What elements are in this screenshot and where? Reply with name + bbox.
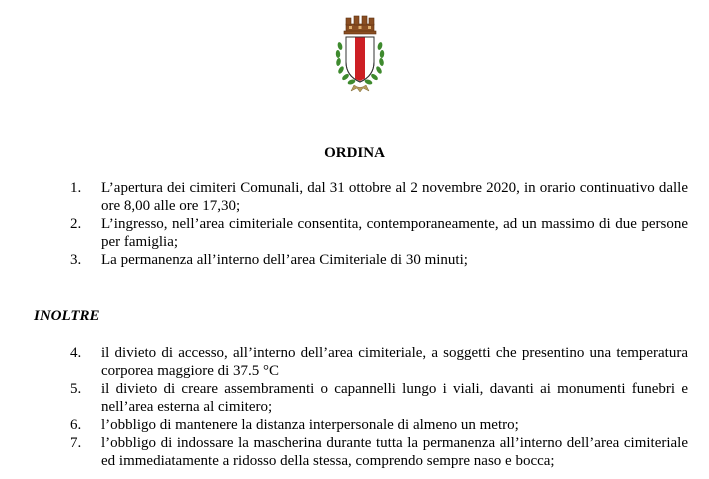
item-text: L’apertura dei cimiteri Comunali, dal 31 ottobre al 2 novembre 2020, in orario continuativo dalle ore 8,00 alle ore 17,30; (101, 180, 688, 214)
additional-list (70, 344, 688, 470)
list-item (70, 416, 688, 434)
item-text: il divieto di creare assembramenti o capannelli lungo i viali, davanti ai monumenti funebri e nell’area esterna al cimitero; (101, 381, 688, 415)
item-text: il divieto di accesso, all’interno dell’area cimiteriale, a soggetti che presentino una temperatura corporea maggiore di 37.5 °C (101, 345, 688, 379)
list-item (70, 179, 688, 215)
inoltre-heading: INOLTRE (34, 308, 100, 324)
item-number: 4. (70, 345, 82, 361)
crown-icon (344, 16, 376, 34)
item-text: La permanenza all’interno dell’area Cimiteriale di 30 minuti; (101, 252, 468, 268)
item-text: l’obbligo di indossare la mascherina durante tutta la permanenza all’interno dell’area cimiteriale ed immediatamente a ridosso della stessa, comprendo sempre naso e bocca; (101, 435, 688, 469)
municipal-crest-icon (329, 12, 391, 102)
item-number: 5. (70, 381, 82, 397)
ordina-heading: ORDINA (324, 145, 385, 161)
item-number: 7. (70, 435, 82, 451)
item-number: 3. (70, 252, 82, 268)
list-item (70, 380, 688, 416)
item-number: 2. (70, 216, 82, 232)
item-number: 6. (70, 417, 82, 433)
item-text: L’ingresso, nell’area cimiteriale consentita, contemporaneamente, ad un massimo di due persone per famiglia; (101, 216, 688, 250)
item-text: l’obbligo di mantenere la distanza interpersonale di almeno un metro; (101, 417, 519, 433)
item-number: 1. (70, 180, 82, 196)
list-item (70, 344, 688, 380)
list-item (70, 251, 688, 269)
order-list (70, 179, 688, 269)
list-item (70, 215, 688, 251)
list-item (70, 434, 688, 470)
